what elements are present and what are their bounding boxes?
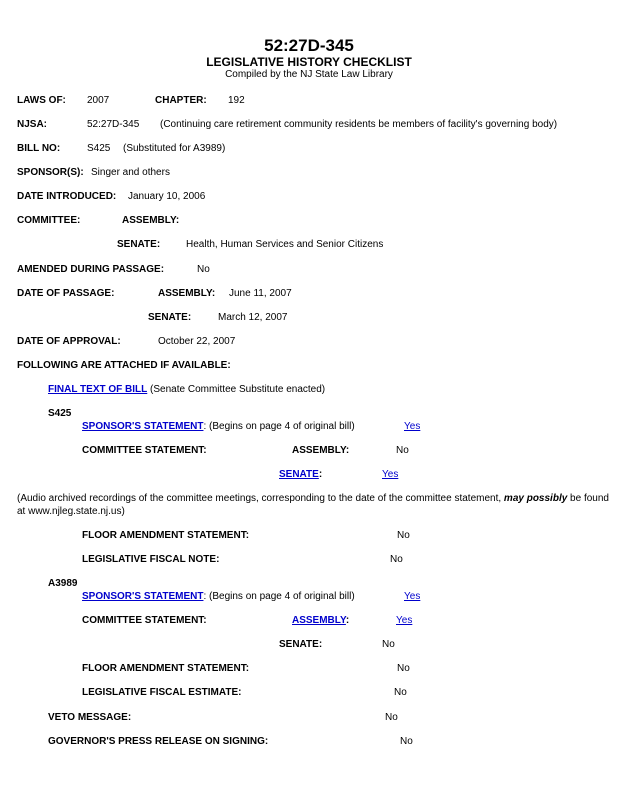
njsa-label: NJSA: — [17, 119, 48, 130]
audio-note-line2: at www.njleg.state.nj.us) — [17, 506, 125, 517]
committee-senate-label: SENATE: — [117, 239, 161, 250]
a3989-senate-label: SENATE: — [279, 639, 323, 650]
amended-value: No — [197, 264, 210, 275]
s425-fiscal-label: LEGISLATIVE FISCAL NOTE: — [82, 554, 220, 565]
amended-label: AMENDED DURING PASSAGE: — [17, 264, 165, 275]
a3989-assembly-colon: : — [345, 615, 350, 626]
njsa-value: 52:27D-345 — [87, 119, 140, 130]
bill-no-value: S425 — [87, 143, 111, 154]
s425-committee-statement-label: COMMITTEE STATEMENT: — [82, 445, 207, 456]
page-subtitle: LEGISLATIVE HISTORY CHECKLIST — [206, 55, 412, 69]
a3989-sponsor-statement-row — [82, 592, 355, 602]
press-release-value: No — [400, 736, 413, 747]
audio-note-emphasis: may possibly — [503, 493, 568, 504]
committee-senate-value: Health, Human Services and Senior Citizens — [186, 239, 384, 250]
s425-assembly-value: No — [396, 445, 409, 456]
approval-value: October 22, 2007 — [158, 336, 236, 347]
s425-sponsor-statement-link[interactable]: SPONSOR'S STATEMENT — [82, 421, 204, 432]
passage-label: DATE OF PASSAGE: — [17, 288, 115, 299]
a3989-assembly-link[interactable]: ASSEMBLY — [292, 615, 346, 626]
approval-label: DATE OF APPROVAL: — [17, 336, 121, 347]
a3989-assembly-row — [292, 616, 349, 626]
chapter-value: 192 — [228, 95, 245, 106]
passage-assembly-value: June 11, 2007 — [229, 288, 292, 299]
laws-of-label: LAWS OF: — [17, 95, 66, 106]
s425-senate-link[interactable]: SENATE — [279, 469, 319, 480]
a3989-sponsor-statement-link[interactable]: SPONSOR'S STATEMENT — [82, 591, 204, 602]
committee-assembly-label: ASSEMBLY: — [122, 215, 180, 226]
s425-sponsor-statement-row — [82, 422, 355, 432]
s425-sponsor-statement-note: : (Begins on page 4 of original bill) — [203, 421, 355, 432]
final-text-note: (Senate Committee Substitute enacted) — [150, 384, 326, 395]
s425-senate-value[interactable]: Yes — [382, 469, 399, 480]
s425-floor-label: FLOOR AMENDMENT STATEMENT: — [82, 530, 250, 541]
attached-heading: FOLLOWING ARE ATTACHED IF AVAILABLE: — [17, 360, 231, 371]
a3989-floor-value: No — [397, 663, 410, 674]
final-text-row — [48, 385, 325, 395]
a3989-sponsor-statement-note: : (Begins on page 4 of original bill) — [203, 591, 355, 602]
audio-note-line1 — [17, 494, 609, 504]
s425-sponsor-statement-value[interactable]: Yes — [404, 421, 421, 432]
a3989-sponsor-statement-value[interactable]: Yes — [404, 591, 421, 602]
compiled-by: Compiled by the NJ State Law Library — [225, 69, 393, 80]
njsa-description: (Continuing care retirement community residents be members of facility's governing body) — [160, 119, 558, 130]
a3989-assembly-value[interactable]: Yes — [396, 615, 413, 626]
a3989-label: A3989 — [48, 578, 78, 589]
a3989-committee-statement-label: COMMITTEE STATEMENT: — [82, 615, 207, 626]
veto-value: No — [385, 712, 398, 723]
final-text-link[interactable]: FINAL TEXT OF BILL — [48, 384, 148, 395]
a3989-senate-value: No — [382, 639, 395, 650]
audio-note-part1: (Audio archived recordings of the committee meetings, corresponding to the date of the committee statement, — [17, 493, 504, 504]
date-introduced-value: January 10, 2006 — [128, 191, 206, 202]
date-introduced-label: DATE INTRODUCED: — [17, 191, 117, 202]
passage-senate-label: SENATE: — [148, 312, 192, 323]
audio-note-part2: be found — [567, 493, 609, 504]
s425-floor-value: No — [397, 530, 410, 541]
page-title: 52:27D-345 — [264, 36, 354, 55]
s425-senate-row — [279, 470, 322, 480]
a3989-floor-label: FLOOR AMENDMENT STATEMENT: — [82, 663, 250, 674]
bill-no-label: BILL NO: — [17, 143, 61, 154]
chapter-label: CHAPTER: — [155, 95, 207, 106]
a3989-fiscal-value: No — [394, 687, 407, 698]
a3989-fiscal-label: LEGISLATIVE FISCAL ESTIMATE: — [82, 687, 242, 698]
sponsors-value: Singer and others — [91, 167, 170, 178]
veto-label: VETO MESSAGE: — [48, 712, 132, 723]
passage-assembly-label: ASSEMBLY: — [158, 288, 216, 299]
s425-label: S425 — [48, 408, 72, 419]
s425-assembly-label: ASSEMBLY: — [292, 445, 350, 456]
press-release-label: GOVERNOR'S PRESS RELEASE ON SIGNING: — [48, 736, 269, 747]
committee-label: COMMITTEE: — [17, 215, 81, 226]
sponsors-label: SPONSOR(S): — [17, 167, 84, 178]
passage-senate-value: March 12, 2007 — [218, 312, 288, 323]
s425-senate-colon: : — [318, 469, 323, 480]
bill-no-note: (Substituted for A3989) — [123, 143, 226, 154]
s425-fiscal-value: No — [390, 554, 403, 565]
laws-of-value: 2007 — [87, 95, 110, 106]
